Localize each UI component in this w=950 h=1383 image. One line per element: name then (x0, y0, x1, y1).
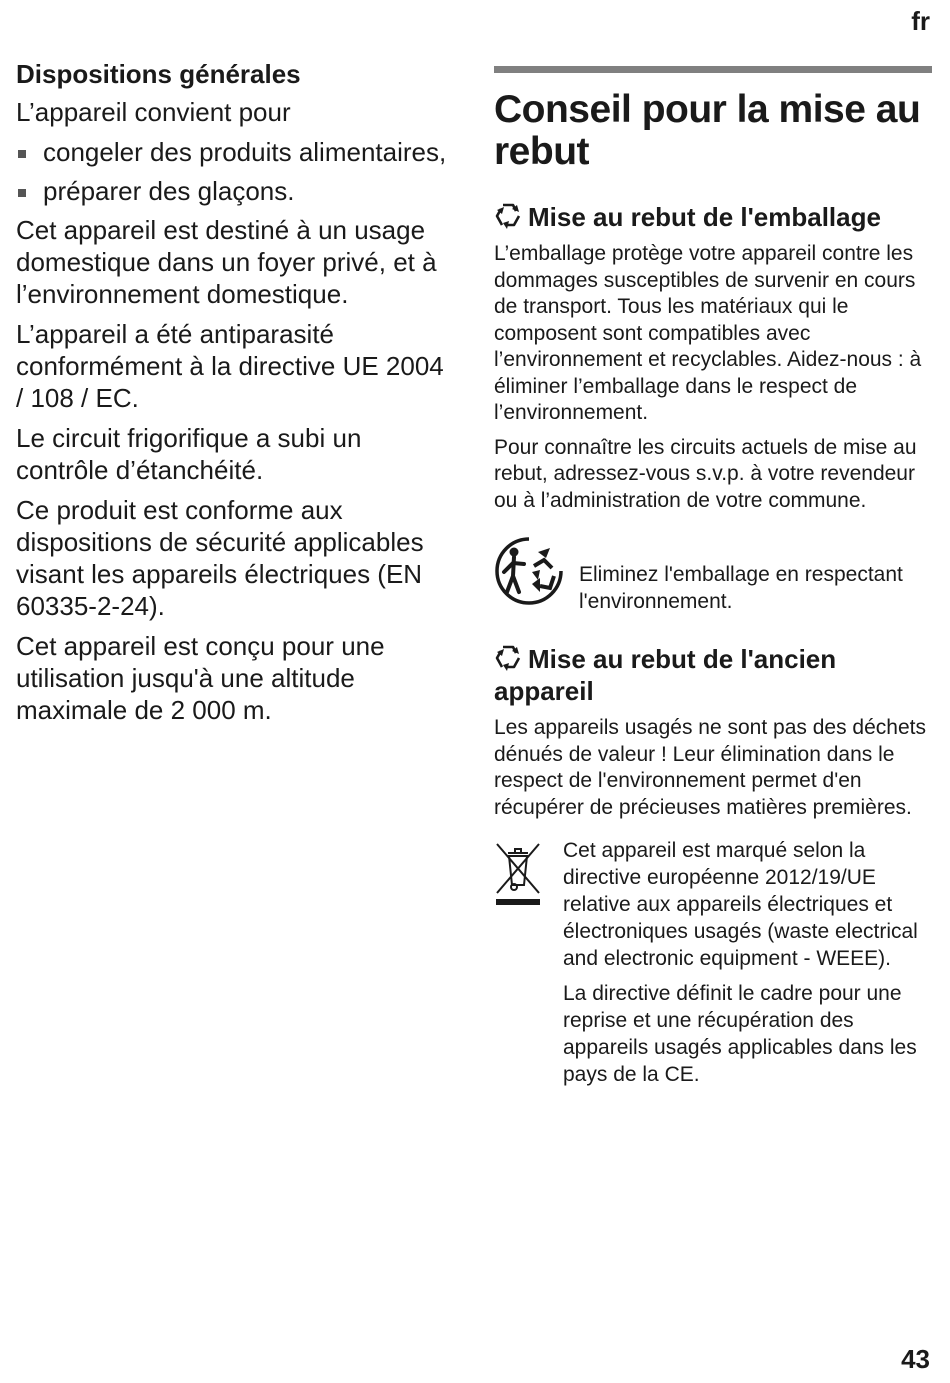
recycle-icon (494, 201, 522, 229)
old-appliance-disposal-heading: Mise au rebut de l'ancien appareil (494, 644, 837, 706)
weee-paragraph-1: Cet appareil est marqué selon la directive européenne 2012/19/UE relative aux appareils électriques et électroniques usagés (waste electrical and electronic equipment - WEEE). (563, 839, 918, 970)
weee-paragraph-2: La directive définit le cadre pour une reprise et une récupération des appareils usagés applicables dans les pays de la CE. (563, 982, 917, 1086)
paragraph-altitude: Cet appareil est conçu pour une utilisation jusqu'à une altitude maximale de 2 000 m. (16, 631, 385, 725)
intro-text: L’appareil convient pour (16, 97, 291, 127)
packaging-disposal-heading: Mise au rebut de l'emballage (494, 201, 932, 233)
list-item: préparer des glaçons. (16, 175, 456, 207)
old-appliance-paragraph: Les appareils usagés ne sont pas des déchets dénués de valeur ! Leur élimination dans le respect de l'environnement permet d'en récupérer de précieuses matières premières. (494, 716, 926, 819)
language-code: fr (911, 6, 930, 36)
triman-text: Eliminez l'emballage en respectant l'environnement. (579, 563, 903, 613)
section-rule (494, 66, 932, 73)
left-column (16, 58, 456, 734)
paragraph-safety: Ce produit est conforme aux dispositions de sécurité applicables visant les appareils électriques (EN 60335-2-24). (16, 495, 424, 621)
packaging-paragraph-1: L’emballage protège votre appareil contre les dommages susceptibles de survenir en cours de transport. Tous les matériaux qui le composent sont compatibles avec l’environnement et recyclables. Aidez-nous : à éliminer l’emballage dans le respect de l’environnement. (494, 242, 922, 424)
right-column (494, 66, 932, 1096)
weee-notice (494, 837, 932, 1096)
usage-list (16, 136, 456, 207)
packaging-paragraph-2: Pour connaître les circuits actuels de mise au rebut, adressez-vous s.v.p. à votre revendeur ou à l’administration de votre commune. (494, 435, 917, 512)
paragraph-refrigerant-circuit: Le circuit frigorifique a subi un contrôle d’étanchéité. (16, 423, 362, 485)
square-bullet-icon (18, 150, 26, 158)
triman-notice (494, 536, 932, 615)
page-number: 43 (901, 1344, 930, 1374)
general-provisions-heading: Dispositions générales (16, 59, 301, 89)
list-item: congeler des produits alimentaires, (16, 136, 456, 168)
weee-text-block (563, 837, 918, 1096)
triman-logo-icon (494, 536, 564, 606)
disposal-title: Conseil pour la mise au rebut (494, 88, 921, 173)
square-bullet-icon (18, 189, 26, 197)
paragraph-domestic-use: Cet appareil est destiné à un usage domestique dans un foyer privé, et à l’environnement domestique. (16, 215, 437, 309)
weee-crossed-bin-icon (494, 841, 542, 909)
paragraph-interference: L’appareil a été antiparasité conformément à la directive UE 2004 / 108 / EC. (16, 319, 444, 413)
recycle-icon (494, 643, 522, 671)
